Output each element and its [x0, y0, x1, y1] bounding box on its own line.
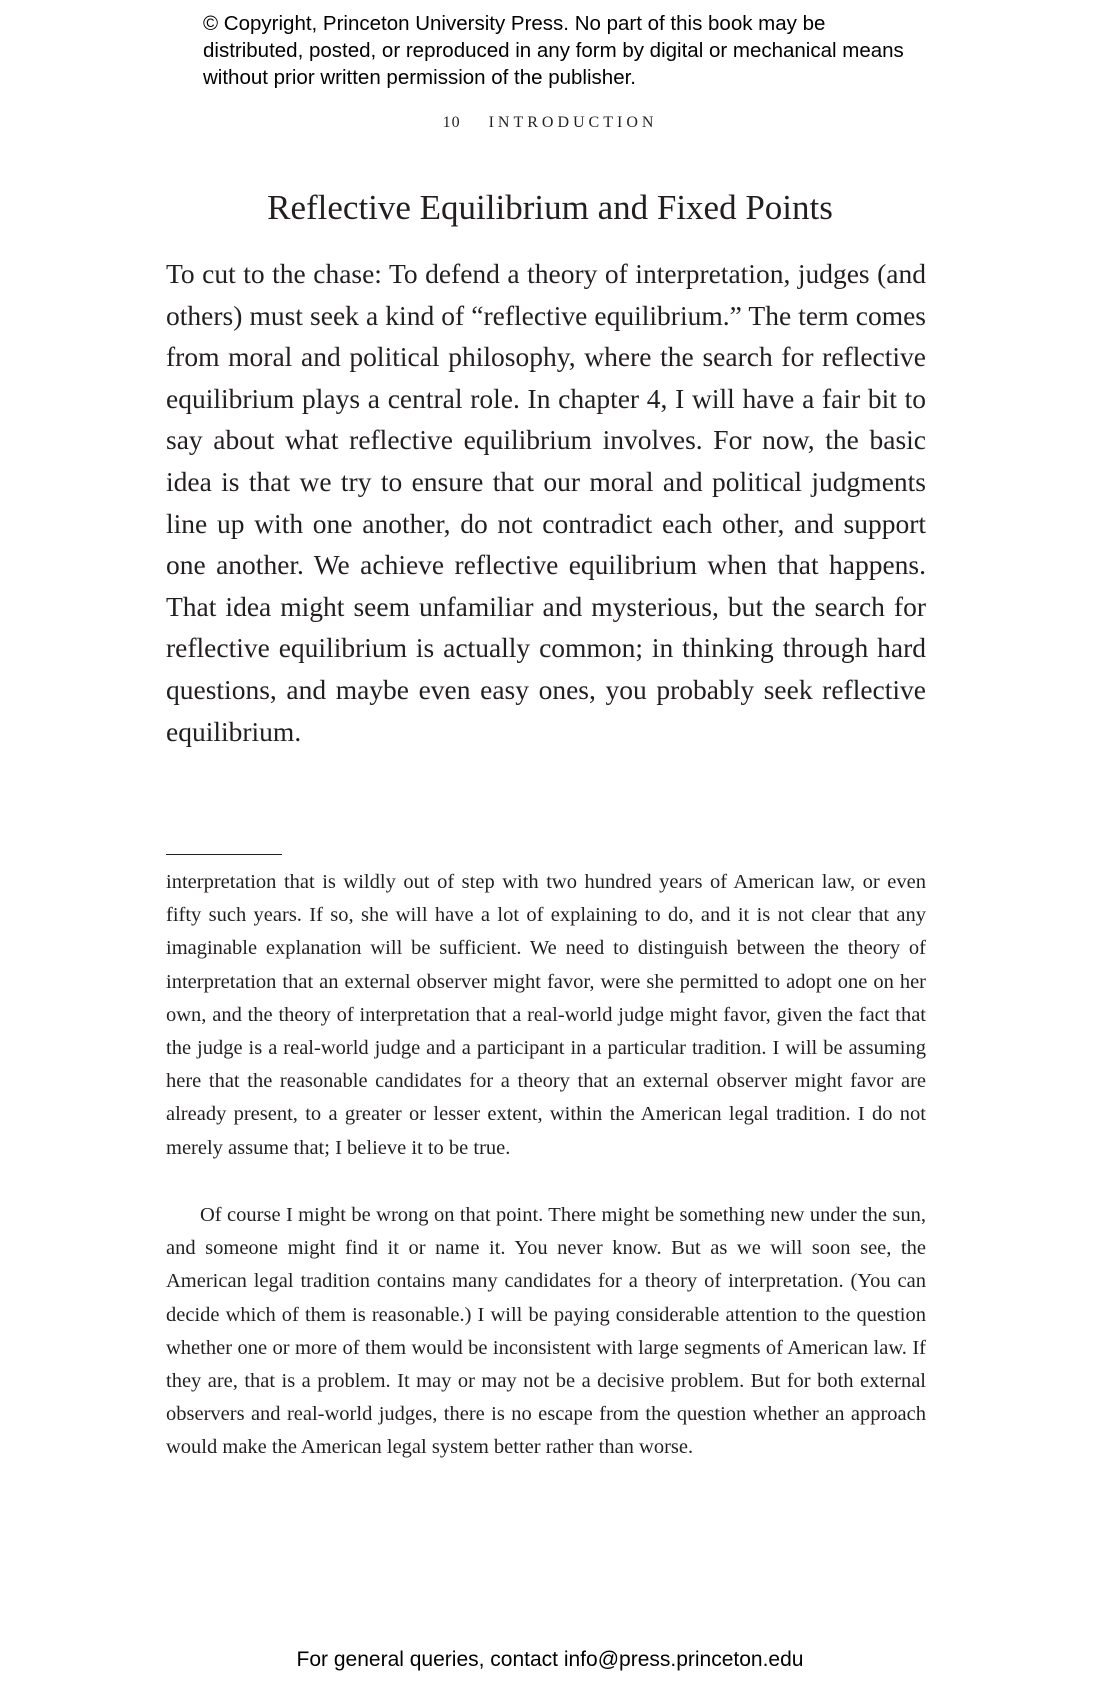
footnote-paragraph: Of course I might be wrong on that point. There might be something new under the sun, and someone might find it or name it. You never know. But as we will soon see, the American legal tradition contains many candidates for a theory of interpretation. (You can decide which of them is reasonable.) I will be paying considerable attention to the question whether one or more of them would be inconsistent with large segments of American law. If they are, that is a problem. It may or may not be a decisive problem. But for both external observers and real-world judges, there is no escape from the question whether an approach would make the American legal system better rather than worse. — [166, 1204, 926, 1459]
chapter-title: INTRODUCTION — [488, 114, 658, 131]
section-title: Reflective Equilibrium and Fixed Points — [267, 188, 833, 227]
contact-line: For general queries, contact info@press.princeton.edu — [296, 1648, 804, 1671]
running-head — [0, 114, 1100, 132]
footnote-rule — [166, 854, 282, 855]
body-paragraph: To cut to the chase: To defend a theory of interpretation, judges (and others) must seek a kind of “reflective equilibrium.” The term comes from moral and political philosophy, where the search for reflective equilibrium plays a central role. In chapter 4, I will have a fair bit to say about what reflective equilibrium involves. For now, the basic idea is that we try to ensure that our moral and political judgments line up with one another, do not contradict each other, and support one another. We achieve reflective equilibrium when that happens. That idea might seem unfamiliar and mysterious, but the search for reflective equilibrium is actually common; in thinking through hard questions, and maybe even easy ones, you probably seek reflective equilibrium. — [166, 258, 926, 747]
footnote-paragraph: interpretation that is wildly out of step with two hundred years of American law, or even fifty such years. If so, she will have a lot of explaining to do, and it is not clear that any imaginable explanation will be sufficient. We need to distinguish between the theory of interpretation that an external observer might favor, were she permitted to adopt one on her own, and the theory of interpretation that a real-world judge might favor, given the fact that the judge is a real-world judge and a participant in a particular tradition. I will be assuming here that the reasonable candidates for a theory that an external observer might favor are already present, to a greater or lesser extent, within the American legal tradition. I do not merely assume that; I believe it to be true. — [166, 871, 926, 1159]
copyright-notice: © Copyright, Princeton University Press. No part of this book may be distributed, posted, or reproduced in any form by digital or mechanical means without prior written permission of the publisher. — [203, 12, 904, 89]
page-number: 10 — [442, 114, 461, 131]
